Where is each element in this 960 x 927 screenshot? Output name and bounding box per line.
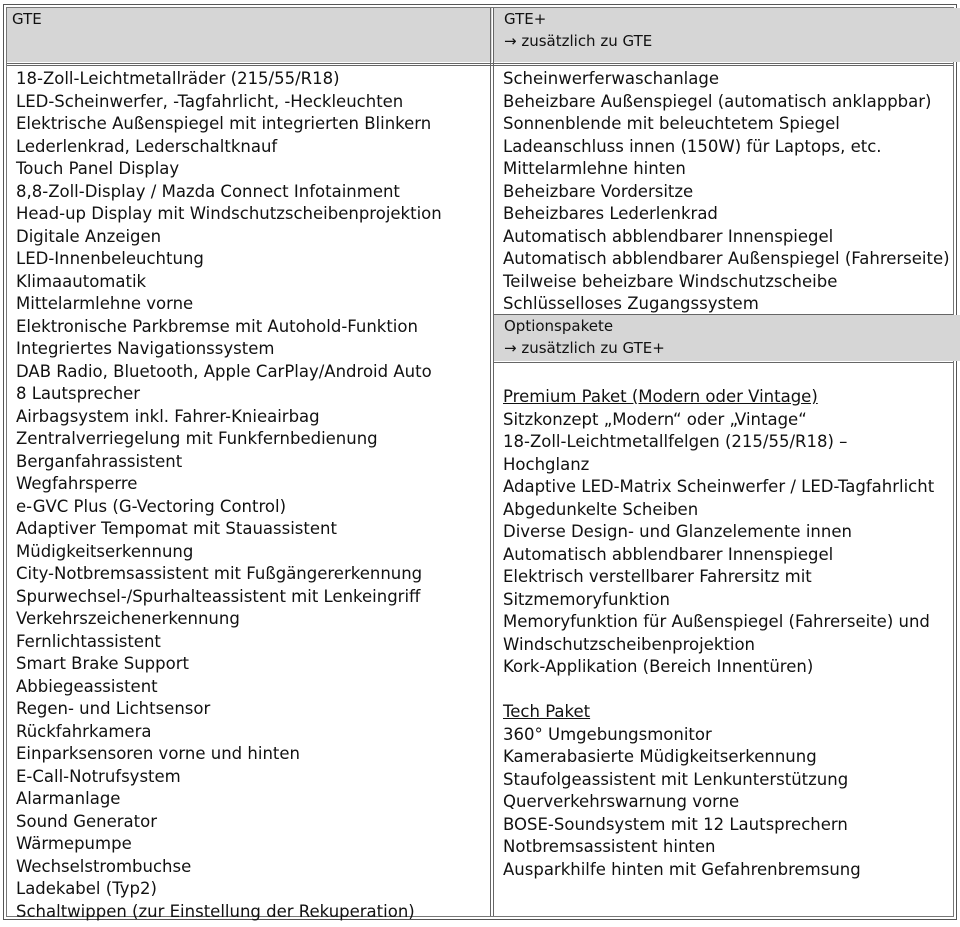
gte-feature-item: Klimaautomatik bbox=[16, 271, 147, 291]
gte-feature-item: Lederlenkrad, Lederschaltknauf bbox=[16, 136, 278, 156]
tech-package-item: Ausparkhilfe hinten mit Gefahrenbremsung bbox=[503, 859, 861, 879]
gte-feature-item: E-Call-Notrufsystem bbox=[16, 766, 181, 786]
premium-package-item: Elektrisch verstellbarer Fahrersitz mit bbox=[503, 567, 812, 586]
gte-feature-item: DAB Radio, Bluetooth, Apple CarPlay/Android Auto bbox=[16, 361, 432, 381]
gte-feature-item: Berganfahrassistent bbox=[16, 451, 183, 471]
options-header-label: Optionspakete bbox=[504, 317, 614, 335]
header-gte-plus bbox=[494, 8, 960, 62]
gte-feature-item: Abbiegeassistent bbox=[16, 676, 158, 696]
gte-plus-feature-item: Automatisch abblendbarer Außenspiegel (Fahrerseite) bbox=[503, 249, 950, 268]
gte-plus-feature-item: Mittelarmlehne hinten bbox=[503, 159, 686, 178]
premium-package-item: Diverse Design- und Glanzelemente innen bbox=[503, 522, 852, 541]
premium-package-title: Premium Paket (Modern oder Vintage) bbox=[503, 387, 818, 406]
gte-feature-item: Alarmanlage bbox=[16, 789, 121, 808]
gte-feature-item: Mittelarmlehne vorne bbox=[16, 294, 194, 313]
gte-feature-item: Integriertes Navigationssystem bbox=[16, 339, 275, 358]
gte-feature-item: City-Notbremsassistent mit Fußgängererkennung bbox=[16, 564, 423, 583]
options-header-sub: → zusätzlich zu GTE+ bbox=[504, 339, 665, 357]
comparison-table bbox=[3, 4, 957, 920]
options-divider-bottom bbox=[494, 362, 953, 363]
tech-package-item: Querverkehrswarnung vorne bbox=[503, 792, 740, 811]
gte-plus-feature-list bbox=[495, 68, 950, 316]
gte-feature-item: Schaltwippen (zur Einstellung der Rekuperation) bbox=[16, 901, 415, 921]
options-header bbox=[494, 315, 960, 361]
gte-feature-item: Head-up Display mit Windschutzscheibenprojektion bbox=[16, 204, 442, 223]
gte-feature-item: LED-Innenbeleuchtung bbox=[16, 249, 204, 268]
options-divider-top bbox=[494, 314, 953, 315]
header-gte-plus-sub: → zusätzlich zu GTE bbox=[504, 32, 653, 50]
gte-feature-item: 8 Lautsprecher bbox=[16, 384, 141, 403]
tech-package-item: 360° Umgebungsmonitor bbox=[503, 724, 712, 744]
premium-package-item: Adaptive LED-Matrix Scheinwerfer / LED-Tagfahrlicht bbox=[503, 477, 935, 496]
gte-plus-feature-item: Ladeanschluss innen (150W) für Laptops, etc. bbox=[503, 136, 882, 156]
header-divider-2 bbox=[7, 65, 953, 66]
gte-feature-item: Verkehrszeichenerkennung bbox=[16, 609, 240, 628]
gte-feature-item: Wegfahrsperre bbox=[16, 474, 138, 493]
gte-feature-item: Sound Generator bbox=[16, 811, 157, 831]
column-divider bbox=[490, 8, 491, 916]
premium-package-item: Memoryfunktion für Außenspiegel (Fahrerseite) und bbox=[503, 612, 930, 631]
gte-feature-item: Wärmepumpe bbox=[16, 834, 132, 853]
gte-feature-item: 8,8-Zoll-Display / Mazda Connect Infotainment bbox=[16, 181, 400, 201]
gte-plus-feature-item: Schlüsselloses Zugangssystem bbox=[503, 294, 759, 313]
gte-feature-list bbox=[8, 68, 442, 923]
premium-package-item: Sitzmemoryfunktion bbox=[503, 589, 671, 609]
column-divider-2 bbox=[493, 8, 494, 916]
gte-plus-feature-item: Beheizbares Lederlenkrad bbox=[503, 204, 718, 223]
options-packages-list bbox=[495, 386, 934, 881]
gte-feature-item: 18-Zoll-Leichtmetallräder (215/55/R18) bbox=[16, 69, 340, 88]
gte-plus-feature-item: Teilweise beheizbare Windschutzscheibe bbox=[503, 271, 838, 291]
gte-plus-feature-item: Scheinwerferwaschanlage bbox=[503, 69, 719, 88]
gte-feature-item: Wechselstrombuchse bbox=[16, 856, 192, 876]
gte-plus-feature-item: Beheizbare Vordersitze bbox=[503, 181, 694, 201]
gte-feature-item: Zentralverriegelung mit Funkfernbedienung bbox=[16, 429, 378, 448]
gte-feature-item: LED-Scheinwerfer, -Tagfahrlicht, -Heckleuchten bbox=[16, 91, 404, 111]
tech-package-item: Staufolgeassistent mit Lenkunterstützung bbox=[503, 769, 849, 789]
tech-package-title: Tech Paket bbox=[503, 702, 591, 721]
gte-feature-item: Elektrische Außenspiegel mit integrierten Blinkern bbox=[16, 114, 432, 133]
premium-package-item: Automatisch abblendbarer Innenspiegel bbox=[503, 544, 834, 564]
header-divider bbox=[7, 63, 953, 64]
premium-package-item: Windschutzscheibenprojektion bbox=[503, 634, 756, 654]
tech-package-item: BOSE-Soundsystem mit 12 Lautsprechern bbox=[503, 814, 848, 834]
gte-feature-item: Rückfahrkamera bbox=[16, 721, 152, 741]
gte-feature-item: Digitale Anzeigen bbox=[16, 226, 162, 246]
header-gte bbox=[7, 8, 492, 62]
gte-plus-feature-item: Sonnenblende mit beleuchtetem Spiegel bbox=[503, 114, 840, 133]
gte-feature-item: Airbagsystem inkl. Fahrer-Knieairbag bbox=[16, 406, 320, 426]
gte-feature-item: Einparksensoren vorne und hinten bbox=[16, 744, 300, 763]
table-inner-frame bbox=[6, 7, 954, 921]
gte-feature-item: Adaptiver Tempomat mit Stauassistent bbox=[16, 519, 337, 538]
header-gte-plus-label: GTE+ bbox=[504, 10, 547, 28]
gte-feature-item: Müdigkeitserkennung bbox=[16, 541, 194, 561]
premium-package-item: Sitzkonzept „Modern“ oder „Vintage“ bbox=[503, 409, 807, 429]
gte-feature-item: e-GVC Plus (G-Vectoring Control) bbox=[16, 496, 287, 516]
premium-package-item: Kork-Applikation (Bereich Innentüren) bbox=[503, 657, 814, 676]
gte-plus-feature-item: Beheizbare Außenspiegel (automatisch anklappbar) bbox=[503, 91, 932, 111]
gte-feature-item: Ladekabel (Typ2) bbox=[16, 879, 157, 898]
gte-feature-item: Regen- und Lichtsensor bbox=[16, 699, 211, 718]
header-gte-label: GTE bbox=[12, 10, 42, 28]
gte-feature-item: Touch Panel Display bbox=[16, 159, 180, 178]
gte-feature-item: Elektronische Parkbremse mit Autohold-Funktion bbox=[16, 316, 418, 336]
gte-plus-feature-item: Automatisch abblendbarer Innenspiegel bbox=[503, 226, 834, 246]
gte-feature-item: Fernlichtassistent bbox=[16, 631, 161, 651]
premium-package-item: 18-Zoll-Leichtmetallfelgen (215/55/R18) – bbox=[503, 432, 848, 451]
tech-package-item: Kamerabasierte Müdigkeitserkennung bbox=[503, 747, 817, 766]
gte-feature-item: Smart Brake Support bbox=[16, 654, 189, 673]
premium-package-item: Abgedunkelte Scheiben bbox=[503, 499, 699, 519]
gte-feature-item: Spurwechsel-/Spurhalteassistent mit Lenkeingriff bbox=[16, 586, 421, 606]
premium-package-item: Hochglanz bbox=[503, 454, 590, 474]
tech-package-item: Notbremsassistent hinten bbox=[503, 837, 716, 856]
